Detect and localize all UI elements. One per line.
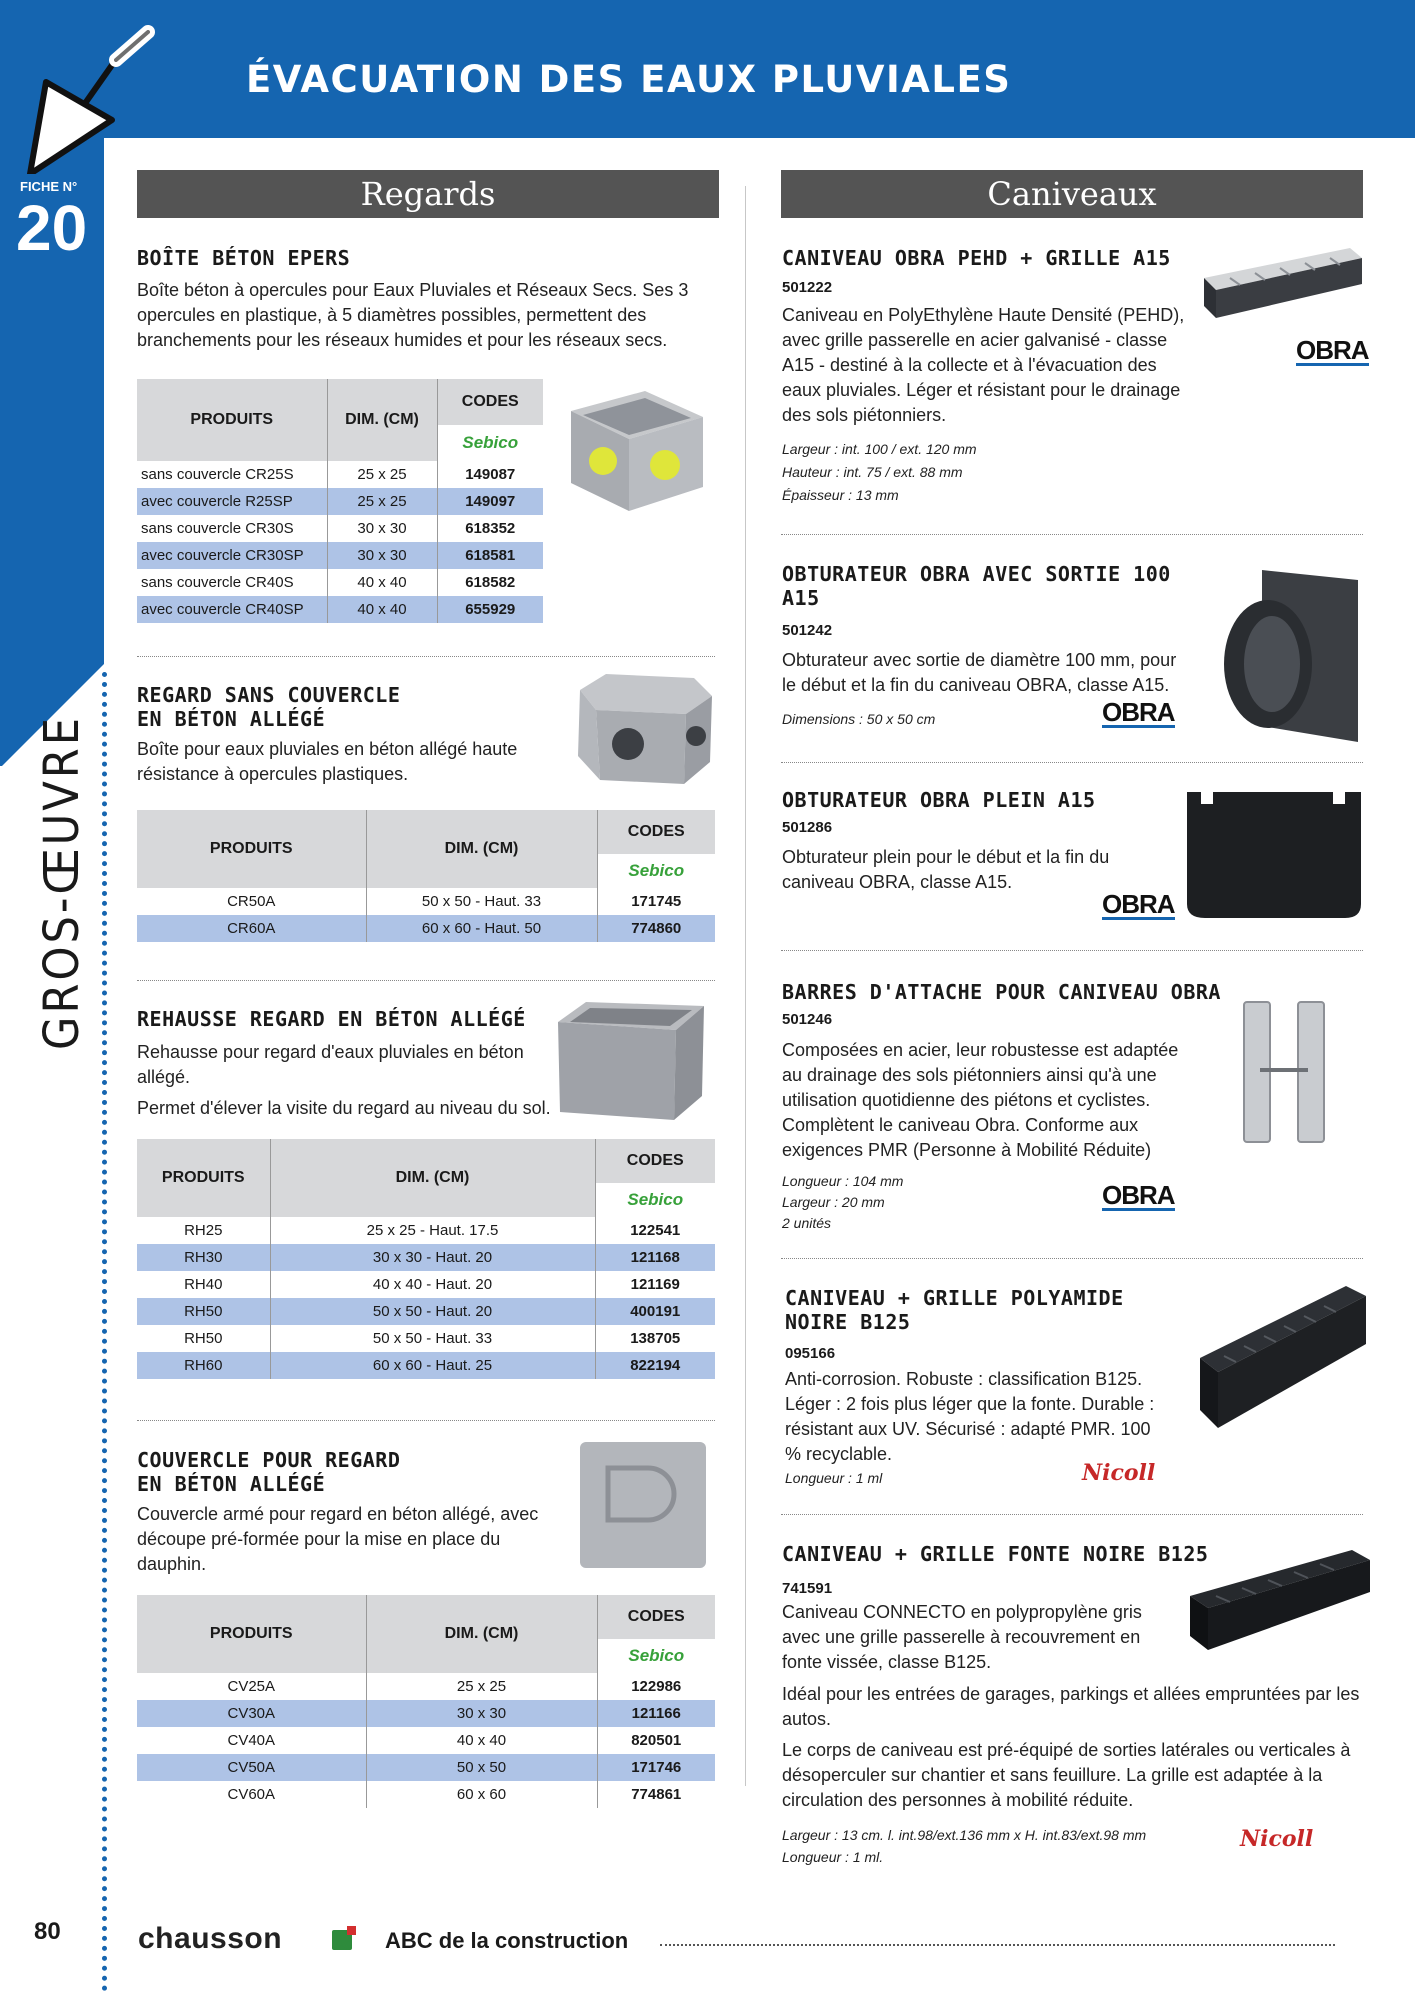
product-table <box>137 810 715 942</box>
table-row <box>137 515 543 542</box>
caniveau-fonte-image <box>1186 1546 1374 1656</box>
column-divider <box>745 186 746 1786</box>
product-title: REGARD SANS COUVERCLE EN BÉTON ALLÉGÉ <box>137 683 401 731</box>
product-title: OBTURATEUR OBRA AVEC SORTIE 100 A15 <box>782 562 1171 610</box>
product-description: Couvercle armé pour regard en béton allégé, avec découpe pré-formée pour la mise en place du dauphin. <box>137 1504 539 1574</box>
cell-dim: 30 x 30 <box>327 515 437 542</box>
product-spec: Dimensions : 50 x 50 cm <box>782 711 936 727</box>
product-spec: Longueur : 104 mm <box>782 1173 904 1189</box>
cell-dim: 30 x 30 <box>366 1700 597 1727</box>
product-spec: Longueur : 1 ml <box>785 1470 883 1486</box>
cell-product: RH40 <box>137 1271 270 1298</box>
cell-product: sans couvercle CR40S <box>137 569 327 596</box>
cell-product: RH30 <box>137 1244 270 1271</box>
fiche-label: FICHE N° <box>20 179 78 194</box>
cell-code: 121166 <box>597 1700 715 1727</box>
nicoll-logo: Nicoll <box>1082 1460 1156 1486</box>
product-description: Caniveau en PolyEthylène Haute Densité (PEHD), avec grille passerelle en acier galvanisé - classe A15 - destiné à la collecte et à l'évacuation des eaux pluviales. Léger et résistant pour le drainage des sols piétonniers. <box>782 305 1185 425</box>
product-description: Rehausse pour regard d'eaux pluviales en béton allégé. <box>137 1042 524 1087</box>
fiche-number: 20 <box>16 192 88 264</box>
obra-logo: OBRA <box>1296 335 1369 365</box>
product-title: OBTURATEUR OBRA PLEIN A15 <box>782 788 1096 812</box>
cell-dim: 40 x 40 <box>327 596 437 623</box>
product-code: 095166 <box>785 1345 836 1362</box>
cell-code: 618581 <box>437 542 543 569</box>
cell-product: RH60 <box>137 1352 270 1379</box>
table-row <box>137 1271 715 1298</box>
cell-dim: 25 x 25 - Haut. 17.5 <box>270 1217 595 1244</box>
product-table <box>137 379 543 623</box>
cell-code: 400191 <box>595 1298 715 1325</box>
concrete-regard-image <box>566 670 716 790</box>
col-header-codes: CODES Sebico <box>595 1139 715 1217</box>
logo-mark-icon <box>332 1930 352 1950</box>
cell-product: sans couvercle CR30S <box>137 515 327 542</box>
chausson-logo: chausson <box>138 1922 283 1955</box>
table-row <box>137 1673 715 1700</box>
cell-dim: 50 x 50 <box>366 1754 597 1781</box>
cell-code: 618582 <box>465 574 516 591</box>
product-title: CANIVEAU + GRILLE FONTE NOIRE B125 <box>782 1542 1209 1566</box>
cell-product: CR50A <box>137 888 366 915</box>
product-spec: Longueur : 1 ml. <box>782 1849 884 1865</box>
table-row <box>137 888 715 915</box>
product-title: BARRES D'ATTACHE POUR CANIVEAU OBRA <box>782 980 1221 1004</box>
cell-dim: 50 x 50 - Haut. 33 <box>270 1325 595 1352</box>
cell-code: 149097 <box>437 488 543 515</box>
cell-code: 121168 <box>595 1244 715 1271</box>
col-header-dim: DIM. (CM) <box>327 379 437 461</box>
sebico-logo: Sebico <box>596 1183 716 1217</box>
cell-dim: 50 x 50 - Haut. 33 <box>366 888 597 915</box>
cell-product: sans couvercle CR25S <box>137 461 327 488</box>
concrete-box-image <box>553 383 711 515</box>
table-row <box>137 596 543 623</box>
product-spec: 2 unités <box>782 1215 832 1231</box>
product-code: 501286 <box>782 819 833 836</box>
cell-product: RH50 <box>137 1298 270 1325</box>
cell-code: 774861 <box>631 1786 682 1803</box>
cell-code: 822194 <box>595 1352 715 1379</box>
product-description: Le corps de caniveau est pré-équipé de sorties latérales ou verticales à désoperculer sur chantier et sans feuillure. La grille est adaptée à la circulation des personnes à mobilité réduite. <box>782 1740 1351 1810</box>
product-code: 501242 <box>782 622 833 639</box>
trowel-icon <box>16 24 166 174</box>
table-row <box>137 461 543 488</box>
product-description: Obturateur avec sortie de diamètre 100 mm, pour le début et la fin du caniveau OBRA, classe A15. <box>782 650 1177 695</box>
cell-product: RH25 <box>137 1217 270 1244</box>
section-header-regards: Regards <box>137 170 719 218</box>
cell-dim: 40 x 40 - Haut. 20 <box>270 1271 595 1298</box>
col-header-dim: DIM. (CM) <box>366 810 597 888</box>
sebico-logo: Sebico <box>598 1639 716 1673</box>
cell-code: 122986 <box>631 1678 682 1695</box>
table-row <box>137 1325 715 1352</box>
category-label: GROS-ŒUVRE <box>34 714 90 1050</box>
cell-dim: 60 x 60 <box>366 1781 597 1808</box>
table-row <box>137 1700 715 1727</box>
product-spec: Largeur : int. 100 / ext. 120 mm <box>782 441 977 457</box>
table-row <box>137 1298 715 1325</box>
product-description: Caniveau CONNECTO en polypropylène gris avec une grille passerelle à recouvrement en fonte vissée, classe B125. <box>782 1602 1142 1672</box>
separator <box>781 534 1363 535</box>
cell-dim: 25 x 25 <box>327 461 437 488</box>
table-row <box>137 542 543 569</box>
cell-product: RH50 <box>137 1325 270 1352</box>
product-table <box>137 1595 715 1808</box>
section-header-caniveaux: Caniveaux <box>781 170 1363 218</box>
barres-attache-image <box>1236 996 1336 1146</box>
product-title: CANIVEAU + GRILLE POLYAMIDE NOIRE B125 <box>785 1286 1124 1334</box>
table-row <box>137 488 543 515</box>
table-row <box>137 915 715 942</box>
caniveau-polyamide-image <box>1196 1282 1370 1432</box>
cell-product: CV50A <box>137 1754 366 1781</box>
col-header-products: PRODUITS <box>137 810 366 888</box>
product-code: 501222 <box>782 279 833 296</box>
cell-dim: 60 x 60 - Haut. 50 <box>366 915 597 942</box>
table-row <box>137 1781 715 1808</box>
cell-dim: 25 x 25 <box>366 1673 597 1700</box>
table-row <box>137 1352 715 1379</box>
table-row <box>137 1754 715 1781</box>
product-title: REHAUSSE REGARD EN BÉTON ALLÉGÉ <box>137 1007 526 1031</box>
cell-code: 774860 <box>597 915 715 942</box>
footer-rule <box>660 1944 1335 1946</box>
col-header-products: PRODUITS <box>137 1139 270 1217</box>
footer-tagline: ABC de la construction <box>385 1928 629 1953</box>
cell-dim: 40 x 40 <box>327 569 437 596</box>
product-spec: Hauteur : int. 75 / ext. 88 mm <box>782 464 963 480</box>
obra-logo: OBRA <box>1102 697 1175 727</box>
cell-dim: 50 x 50 - Haut. 20 <box>270 1298 595 1325</box>
product-spec: Épaisseur : 13 mm <box>782 487 899 503</box>
cell-product: CR60A <box>137 915 366 942</box>
cell-dim: 25 x 25 <box>327 488 437 515</box>
table-row <box>137 1727 715 1754</box>
product-title: CANIVEAU OBRA PEHD + GRILLE A15 <box>782 246 1171 270</box>
col-header-codes: CODES Sebico <box>597 1595 715 1673</box>
cell-dim: 30 x 30 - Haut. 20 <box>270 1244 595 1271</box>
table-row <box>137 1244 715 1271</box>
sebico-logo: Sebico <box>598 854 716 888</box>
cell-product: avec couvercle R25SP <box>137 488 327 515</box>
table-row <box>137 1217 715 1244</box>
cell-product: avec couvercle CR40SP <box>137 596 327 623</box>
cell-code: 138705 <box>630 1330 681 1347</box>
product-table <box>137 1139 715 1379</box>
cell-dim: 40 x 40 <box>366 1727 597 1754</box>
cell-product: CV60A <box>137 1781 366 1808</box>
col-header-codes: CODES Sebico <box>437 379 543 461</box>
table-row <box>137 569 543 596</box>
obturateur-sortie-image <box>1212 566 1362 746</box>
concrete-cover-image <box>578 1440 708 1570</box>
cell-code: 618352 <box>465 520 516 537</box>
cell-code: 820501 <box>631 1732 682 1749</box>
nicoll-logo: Nicoll <box>1240 1826 1314 1852</box>
separator <box>137 980 715 981</box>
cell-code: 149087 <box>465 466 516 483</box>
product-description: Permet d'élever la visite du regard au niveau du sol. <box>137 1098 551 1118</box>
product-title: COUVERCLE POUR REGARD EN BÉTON ALLÉGÉ <box>137 1448 401 1496</box>
col-header-products: PRODUITS <box>137 379 327 461</box>
product-spec: Largeur : 13 cm. l. int.98/ext.136 mm x H. int.83/ext.98 mm <box>782 1827 1147 1843</box>
product-title: BOÎTE BÉTON EPERS <box>137 246 351 270</box>
separator <box>781 1514 1363 1515</box>
product-code: 741591 <box>782 1580 833 1597</box>
separator <box>781 950 1363 951</box>
concrete-rehausse-image <box>556 1000 706 1122</box>
cell-code: 171746 <box>597 1754 715 1781</box>
cell-code: 655929 <box>437 596 543 623</box>
obra-logo: OBRA <box>1102 1180 1175 1210</box>
product-description: Obturateur plein pour le début et la fin du caniveau OBRA, classe A15. <box>782 847 1110 892</box>
obturateur-plein-image <box>1183 786 1365 922</box>
product-description: Anti-corrosion. Robuste : classification B125. Léger : 2 fois plus léger que la fonte. Durable : résistant aux UV. Sécurisé : adapté PMR. 100 % recyclable. <box>785 1369 1155 1464</box>
col-header-dim: DIM. (CM) <box>366 1595 597 1673</box>
obra-logo: OBRA <box>1102 889 1175 919</box>
caniveau-obra-image <box>1200 244 1366 340</box>
cell-code: 171745 <box>631 893 682 910</box>
product-description: Composées en acier, leur robustesse est adaptée au drainage des sols piétonniers ainsi qu'à une utilisation quotidienne des piétons et cyclistes. Complètent le caniveau Obra. Conforme aux exigences PMR (Personne à Mobilité Réduite) <box>782 1040 1179 1160</box>
cell-product: CV30A <box>137 1700 366 1727</box>
cell-dim: 30 x 30 <box>327 542 437 569</box>
product-description: Boîte béton à opercules pour Eaux Pluviales et Réseaux Secs. Ses 3 opercules en plastique, à 5 diamètres possibles, permettent des branchements pour les réseaux humides et pour les réseaux secs. <box>137 280 689 350</box>
cell-code: 121169 <box>630 1276 680 1293</box>
product-description: Boîte pour eaux pluviales en béton allégé haute résistance à opercules plastiques. <box>137 739 518 784</box>
product-spec: Largeur : 20 mm <box>782 1194 885 1210</box>
page-number: 80 <box>34 1918 61 1945</box>
product-description: Idéal pour les entrées de garages, parkings et allées empruntées par les autos. <box>782 1684 1360 1729</box>
cell-product: avec couvercle CR30SP <box>137 542 327 569</box>
col-header-codes: CODES Sebico <box>597 810 715 888</box>
sebico-logo: Sebico <box>438 425 544 461</box>
separator <box>137 656 715 657</box>
cell-product: CV40A <box>137 1727 366 1754</box>
page-title: ÉVACUATION DES EAUX PLUVIALES <box>246 58 1012 101</box>
separator <box>781 762 1363 763</box>
cell-product: CV25A <box>137 1673 366 1700</box>
separator <box>781 1258 1363 1259</box>
separator <box>137 1420 715 1421</box>
cell-code: 122541 <box>630 1222 681 1239</box>
product-code: 501246 <box>782 1011 833 1028</box>
cell-dim: 60 x 60 - Haut. 25 <box>270 1352 595 1379</box>
dotted-rule <box>102 672 107 1992</box>
col-header-dim: DIM. (CM) <box>270 1139 595 1217</box>
col-header-products: PRODUITS <box>137 1595 366 1673</box>
